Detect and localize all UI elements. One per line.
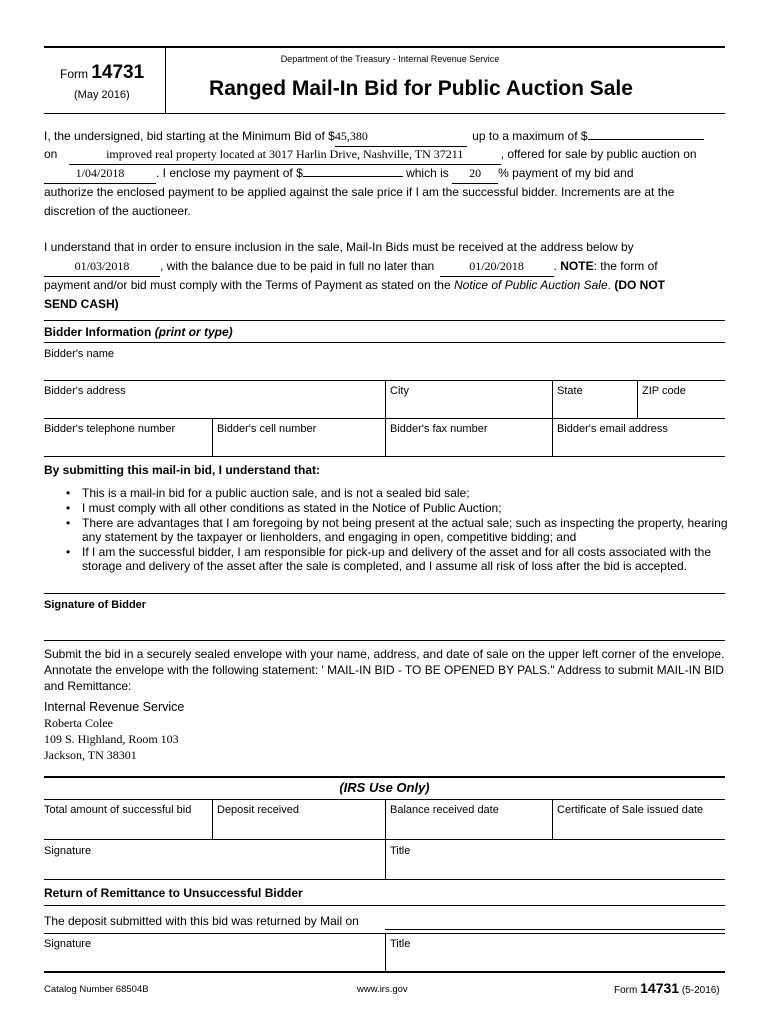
email-label: Bidder's email address [557,423,668,435]
irs-sig-divider [385,839,386,879]
received-by-field[interactable]: 01/03/2018 [44,257,160,277]
bidder-rule-1 [44,342,725,343]
form-number: 14731 [91,62,145,83]
irs-website: www.irs.gov [357,984,408,995]
bullet-4-mark: • [66,545,71,559]
notice-italic: Notice of Public Auction Sale [454,278,608,292]
irs-name: Internal Revenue Service [44,700,185,714]
irs-use-rule-3 [44,879,725,880]
intro-line-3 [44,164,734,184]
terms-line-1: I understand that in order to ensure inclusion in the sale, Mail-In Bids must be received at the address below by [44,240,634,254]
address-divider-1 [385,380,386,418]
signature-top-rule [44,593,725,594]
terms-line-3 [44,276,744,295]
bottom-rule [44,971,725,973]
balance-date-label: Balance received date [390,804,499,816]
address-divider-3 [637,380,638,418]
bidder-address-label: Bidder's address [44,385,126,397]
no-cash-1: (DO NOT [614,278,665,292]
bullet-2: I must comply with all other conditions as stated in the Notice of Public Auction; [82,501,502,515]
state-label: State [557,385,583,397]
irs-title-label: Title [390,845,411,857]
terms-text-3: . [553,259,557,273]
zip-label: ZIP code [642,385,686,397]
fax-label: Bidder's fax number [390,423,488,435]
irs-divider-3 [552,799,553,839]
intro-text-3: on [44,147,58,161]
signature-of-bidder-field[interactable] [44,614,725,638]
bullet-1: This is a mail-in bid for a public auction sale, and is not a sealed bid sale; [82,486,470,500]
payment-field[interactable] [303,176,403,177]
min-bid-field[interactable]: 45,380 [335,127,467,147]
terms-text-4: : the form of [593,259,658,273]
intro-text-2: up to a maximum of $ [472,129,588,143]
agency-name: Department of the Treasury - Internal Revenue Service [280,54,500,64]
address-divider-2 [552,380,553,418]
intro-text-6: which is [406,166,449,180]
bidder-rule-4 [44,456,725,457]
signature-of-bidder-label: Signature of Bidder [44,599,147,611]
terms-text-2: , with the balance due to be paid in full no later than [160,259,435,273]
phone-divider-1 [212,418,213,456]
bullet-3-mark: • [66,516,71,530]
phone-label: Bidder's telephone number [44,423,176,435]
return-heading: Return of Remittance to Unsuccessful Bidder [44,886,303,900]
header-bottom-rule [44,113,725,114]
irs-divider-2 [385,799,386,839]
phone-divider-3 [552,418,553,456]
irs-divider-1 [212,799,213,839]
form-date: (May 2016) [74,89,130,101]
return-date-field[interactable] [385,912,725,929]
irs-use-top-rule [44,776,725,778]
return-rule-1 [44,905,725,906]
bullet-3: There are advantages that I am foregoing by not being present at the actual sale; such as inspecting the property, hearing any statement by the taxpayer or lienholders, and engaging in open, competitive bidding; and [82,516,728,544]
terms-text-6: . [607,278,611,292]
understand-heading: By submitting this mail-in bid, I understand that: [44,463,320,477]
city-label: City [390,385,409,397]
address-line-2: 109 S. Highland, Room 103 [44,732,179,746]
intro-line-1 [44,127,734,147]
max-bid-field[interactable] [588,139,704,140]
bidder-heading-italic: (print or type) [154,325,233,339]
no-cash-2: SEND CASH) [44,297,119,311]
footer-form-number: 14731 [640,980,680,996]
address-line-3: Jackson, TN 38301 [44,748,137,762]
intro-text-1: I, the undersigned, bid starting at the Minimum Bid of $ [44,129,335,143]
return-signature-label: Signature [44,938,92,950]
form-number-header [60,62,144,84]
footer-form [614,980,720,996]
intro-line-4: authorize the enclosed payment to be applied against the sale price if I am the successful bidder. Increments are at the [44,185,675,199]
terms-line-2 [44,257,744,277]
auction-date-field[interactable]: 1/04/2018 [44,164,156,184]
irs-use-heading: (IRS Use Only) [339,780,430,795]
submit-instructions: Submit the bid in a securely sealed envelope with your name, address, and date of sale on the upper left corner of the envelope. Annotate the envelope with the following statement: ' MAIL-IN BID - TO BE OPENED BY PALS." Address to submit MAIL-IN BID and Remittance: [44,647,725,693]
terms-text-5: payment and/or bid must comply with the Terms of Payment as stated on the [44,278,451,292]
top-rule [44,46,725,48]
return-sig-divider [385,933,386,971]
form-word: Form [60,67,88,81]
irs-signature-label: Signature [44,845,92,857]
return-text: The deposit submitted with this bid was returned by Mail on [44,914,359,928]
footer-rev: (5-2016) [681,985,720,996]
total-bid-label: Total amount of successful bid [44,804,192,816]
return-title-label: Title [390,938,411,950]
bidder-heading [44,325,233,339]
address-line-1: Roberta Colee [44,716,113,730]
catalog-number: Catalog Number 68504B [44,984,149,995]
bidder-name-label: Bidder's name [44,348,114,360]
intro-line-2 [44,145,734,165]
cell-label: Bidder's cell number [217,423,317,435]
signature-bottom-rule [44,640,725,641]
certificate-label: Certificate of Sale issued date [557,804,704,816]
percent-field[interactable]: 20 [452,164,498,184]
intro-text-5: . I enclose my payment of $ [156,166,303,180]
intro-text-7: % payment of my bid and [498,166,634,180]
bullet-1-mark: • [66,486,71,500]
intro-line-5: discretion of the auctioneer. [44,204,191,218]
intro-text-4: , offered for sale by public auction on [500,147,697,161]
deposit-label: Deposit received [217,804,299,816]
bidder-name-field[interactable] [44,362,725,378]
bidder-heading-text: Bidder Information [44,325,152,339]
bullet-2-mark: • [66,501,71,515]
phone-divider-2 [385,418,386,456]
page-title: Ranged Mail-In Bid for Public Auction Sale [209,77,633,100]
balance-due-field[interactable]: 01/20/2018 [440,257,554,277]
return-date-line [385,929,725,930]
note-label: NOTE [560,259,594,273]
property-field[interactable]: improved real property located at 3017 Harlin Drive, Nashville, TN 37211 [69,145,501,165]
footer-form-word: Form [614,985,638,996]
bidder-top-rule [44,320,725,321]
bullet-4: If I am the successful bidder, I am responsible for pick-up and delivery of the asset and for all costs associated with the storage and delivery of the asset after the sale is completed, and I assume all risk of loss after the bid is accepted. [82,545,711,573]
